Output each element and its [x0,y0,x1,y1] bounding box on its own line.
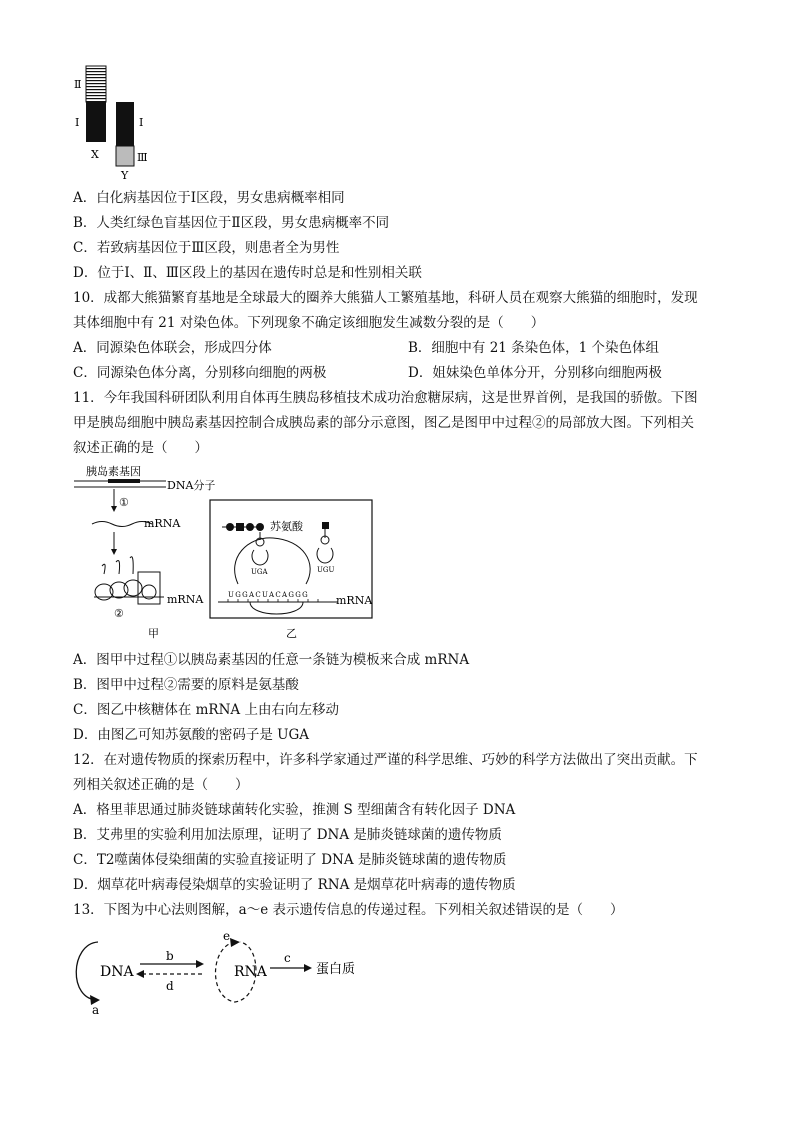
q10-stem-line2: 其体细胞中有 21 对染色体。下列现象不确定该细胞发生减数分裂的是（ ） [73,315,545,331]
label-iii: Ⅲ [137,151,148,164]
trna-2 [317,529,333,563]
label-ii: Ⅱ [74,78,82,91]
q11-stem-line2: 甲是胰岛细胞中胰岛素基因控制合成胰岛素的部分示意图，图乙是图甲中过程②的局部放大图。下列相关 [73,415,694,431]
q10-stem-line1: 10．成都大熊猫繁育基地是全球最大的圈养大熊猫人工繁殖基地，科研人员在观察大熊猫的细胞时，发现 [73,290,698,306]
q11-stem-line1: 11．今年我国科研团队利用自体再生胰岛移植技术成功治愈糖尿病，这是世界首例，是我国的骄傲。下图 [73,390,698,406]
q9-option-d: D．位于Ⅰ、Ⅱ、Ⅲ区段上的基因在遗传时总是和性别相关联 [73,265,422,281]
dna-label: DNA分子 [167,479,216,492]
label-a: a [92,1003,100,1017]
q12-option-c: C．T2噬菌体侵染细菌的实验直接证明了 DNA 是肺炎链球菌的遗传物质 [73,852,507,868]
step2-label: ② [114,607,124,620]
central-dogma-figure [70,928,370,1020]
step1-label: ① [119,496,129,509]
label-x: X [91,148,99,161]
label-b: b [166,949,174,963]
rna-node: RNA [234,964,267,980]
q13-stem: 13．下图为中心法则图解，a～e 表示遗传信息的传递过程。下列相关叙述错误的是（ ） [73,902,624,918]
ribosome-small [250,602,303,614]
x-segment-i [86,102,106,142]
caption-jia: 甲 [148,627,159,640]
q12-stem-line1: 12．在对遗传物质的探索历程中，许多科学家通过严谨的科学思维、巧妙的科学方法做出了突出贡献。下 [73,752,698,768]
q12-stem-line2: 列相关叙述正确的是（ ） [73,777,249,793]
q11-option-c: C．图乙中核糖体在 mRNA 上由右向左移动 [73,702,339,718]
mrna-strand [92,522,152,527]
q10-option-b: B．细胞中有 21 条染色体，1 个染色体组 [408,340,660,356]
q11-option-a: A．图甲中过程①以胰岛素基因的任意一条链为模板来合成 mRNA [73,652,470,668]
xy-chromosome-figure [72,62,162,182]
figure-yi [208,498,378,644]
insulin-gene-segment [108,479,140,483]
label-i-right: Ⅰ [139,116,144,129]
caption-yi: 乙 [286,627,297,640]
q12-option-d: D．烟草花叶病毒侵染烟草的实验证明了 RNA 是烟草花叶病毒的遗传物质 [73,877,516,893]
q9-option-b: B．人类红绿色盲基因位于Ⅱ区段，男女患病概率不同 [73,215,390,231]
anticodon-2: UGU [317,566,335,574]
q12-option-b: B．艾弗里的实验利用加法原理，证明了 DNA 是肺炎链球菌的遗传物质 [73,827,502,843]
q11-stem-line3: 叙述正确的是（ ） [73,440,208,456]
label-d: d [166,979,174,993]
label-c: c [284,951,291,965]
q10-option-d: D．姐妹染色单体分开，分别移向细胞两极 [408,365,662,381]
label-y: Y [121,169,129,182]
protein-node: 蛋白质 [316,962,356,977]
anticodon-1: UGA [251,568,268,576]
q11-option-b: B．图甲中过程②需要的原料是氨基酸 [73,677,299,693]
dna-node: DNA [100,964,134,980]
q9-option-a: A．白化病基因位于Ⅰ区段，男女患病概率相同 [73,190,345,206]
figure-jia [74,464,224,642]
x-segment-ii [86,66,106,102]
mrna-label-2: mRNA [167,593,204,606]
q9-option-c: C．若致病基因位于Ⅲ区段，则患者全为男性 [73,240,340,256]
y-segment-iii [116,146,134,166]
label-i-left: Ⅰ [75,116,80,129]
y-segment-i [116,102,134,146]
ribosome-3 [124,580,142,596]
trna-1 [252,532,268,565]
label-e: e [223,929,231,943]
ribosome-large [235,538,311,584]
q11-option-d: D．由图乙可知苏氨酸的密码子是 UGA [73,727,310,743]
q10-option-c: C．同源染色体分离，分别移向细胞的两极 [73,365,327,381]
arrow-a-loop [76,942,98,1000]
codon-sequence: UGGACUACAGGG [228,591,310,599]
q12-option-a: A．格里菲思通过肺炎链球菌转化实验，推测 S 型细菌含有转化因子 DNA [73,802,516,818]
q10-option-a: A．同源染色体联会，形成四分体 [73,340,272,356]
gene-label: 胰岛素基因 [86,465,141,478]
mrna-label-1: mRNA [144,517,181,530]
mrna-label-yi: mRNA [336,594,373,607]
amino-acid-label: 苏氨酸 [270,520,303,533]
